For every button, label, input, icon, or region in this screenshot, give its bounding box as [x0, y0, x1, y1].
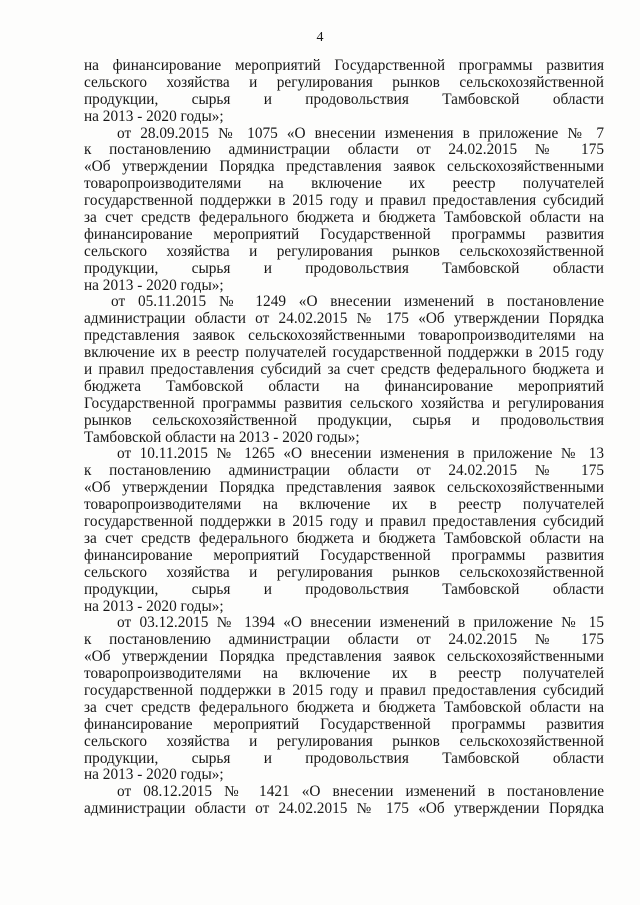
paragraph-continuation — [84, 58, 604, 126]
text-line: и правил предоставления субсидий за счет средств федерального бюджета и — [84, 361, 604, 379]
text-line: от 05.11.2015 № 1249 «О внесении изменений в постановление — [111, 293, 604, 311]
page-number: 4 — [316, 30, 324, 45]
text-line: за счет средств федерального бюджета и бюджета Тамбовской области на — [84, 529, 604, 547]
text-line: к постановлению администрации области от 24.02.2015 № 175 — [84, 141, 604, 159]
paragraph-item — [84, 615, 604, 784]
text-line: от 10.11.2015 № 1265 «О внесении изменения в приложение № 13 — [117, 445, 604, 463]
text-line: на 2013 - 2020 годы»; — [84, 276, 224, 294]
text-line: финансирование мероприятий Государственной программы развития — [84, 546, 604, 564]
text-line: сельского хозяйства и регулирования рынков сельскохозяйственной — [84, 242, 604, 260]
paragraph-item — [84, 294, 604, 446]
text-line: государственной поддержки в 2015 году и правил предоставления субсидий — [84, 513, 604, 531]
text-line: к постановлению администрации области от 24.02.2015 № 175 — [84, 631, 604, 649]
text-line: финансирование мероприятий Государственной программы развития — [84, 715, 604, 733]
text-line: финансирование мероприятий Государственной программы развития — [84, 225, 604, 243]
text-line: администрации области от 24.02.2015 № 175 «Об утверждении Порядка — [84, 800, 604, 818]
text-line: администрации области от 24.02.2015 № 175 «Об утверждении Порядка — [84, 310, 604, 328]
text-line: представления заявок сельскохозяйственными товаропроизводителями на — [84, 327, 604, 345]
text-line: включение их в реестр получателей государственной поддержки в 2015 году — [84, 344, 604, 362]
text-line: от 08.12.2015 № 1421 «О внесении изменений в постановление — [117, 783, 604, 801]
text-line: от 03.12.2015 № 1394 «О внесении изменений в приложение № 15 — [117, 614, 604, 632]
text-line: сельского хозяйства и регулирования рынков сельскохозяйственной — [84, 73, 604, 91]
text-line: продукции, сырья и продовольствия Тамбовской области — [84, 90, 604, 108]
text-line: товаропроизводителями на включение их реестр получателей — [84, 175, 604, 193]
text-line: от 28.09.2015 № 1075 «О внесении изменения в приложение № 7 — [117, 124, 604, 142]
text-line: за счет средств федерального бюджета и бюджета Тамбовской области на — [84, 698, 604, 716]
paragraph-item — [84, 126, 604, 295]
text-line: на 2013 - 2020 годы»; — [84, 597, 224, 615]
text-line: к постановлению администрации области от 24.02.2015 № 175 — [84, 462, 604, 480]
text-line: на финансирование мероприятий Государственной программы развития — [84, 57, 604, 74]
text-line: государственной поддержки в 2015 году и правил предоставления субсидий — [84, 192, 604, 210]
document-body — [84, 58, 604, 818]
paragraph-item — [84, 784, 604, 818]
text-line: «Об утверждении Порядка представления заявок сельскохозяйственными — [84, 479, 604, 497]
text-line: продукции, сырья и продовольствия Тамбовской области — [84, 259, 604, 277]
text-line: государственной поддержки в 2015 году и правил предоставления субсидий — [84, 681, 604, 699]
text-line: товаропроизводителями на включение их в реестр получателей — [84, 496, 604, 514]
text-line: Тамбовской области на 2013 - 2020 годы»; — [84, 428, 360, 446]
text-line: бюджета Тамбовской области на финансирование мероприятий — [84, 377, 604, 395]
text-line: за счет средств федерального бюджета и бюджета Тамбовской области на — [84, 209, 604, 227]
text-line: на 2013 - 2020 годы»; — [84, 107, 224, 125]
text-line: товаропроизводителями на включение их в реестр получателей — [84, 665, 604, 683]
text-line: на 2013 - 2020 годы»; — [84, 766, 224, 784]
paragraph-item — [84, 446, 604, 615]
text-line: сельского хозяйства и регулирования рынков сельскохозяйственной — [84, 732, 604, 750]
text-line: продукции, сырья и продовольствия Тамбовской области — [84, 580, 604, 598]
text-line: рынков сельскохозяйственной продукции, сырья и продовольствия — [84, 411, 604, 429]
text-line: «Об утверждении Порядка представления заявок сельскохозяйственными — [84, 648, 604, 666]
text-line: Государственной программы развития сельского хозяйства и регулирования — [84, 394, 604, 412]
text-line: продукции, сырья и продовольствия Тамбовской области — [84, 749, 604, 767]
text-line: «Об утверждении Порядка представления заявок сельскохозяйственными — [84, 158, 604, 176]
text-line: сельского хозяйства и регулирования рынков сельскохозяйственной — [84, 563, 604, 581]
